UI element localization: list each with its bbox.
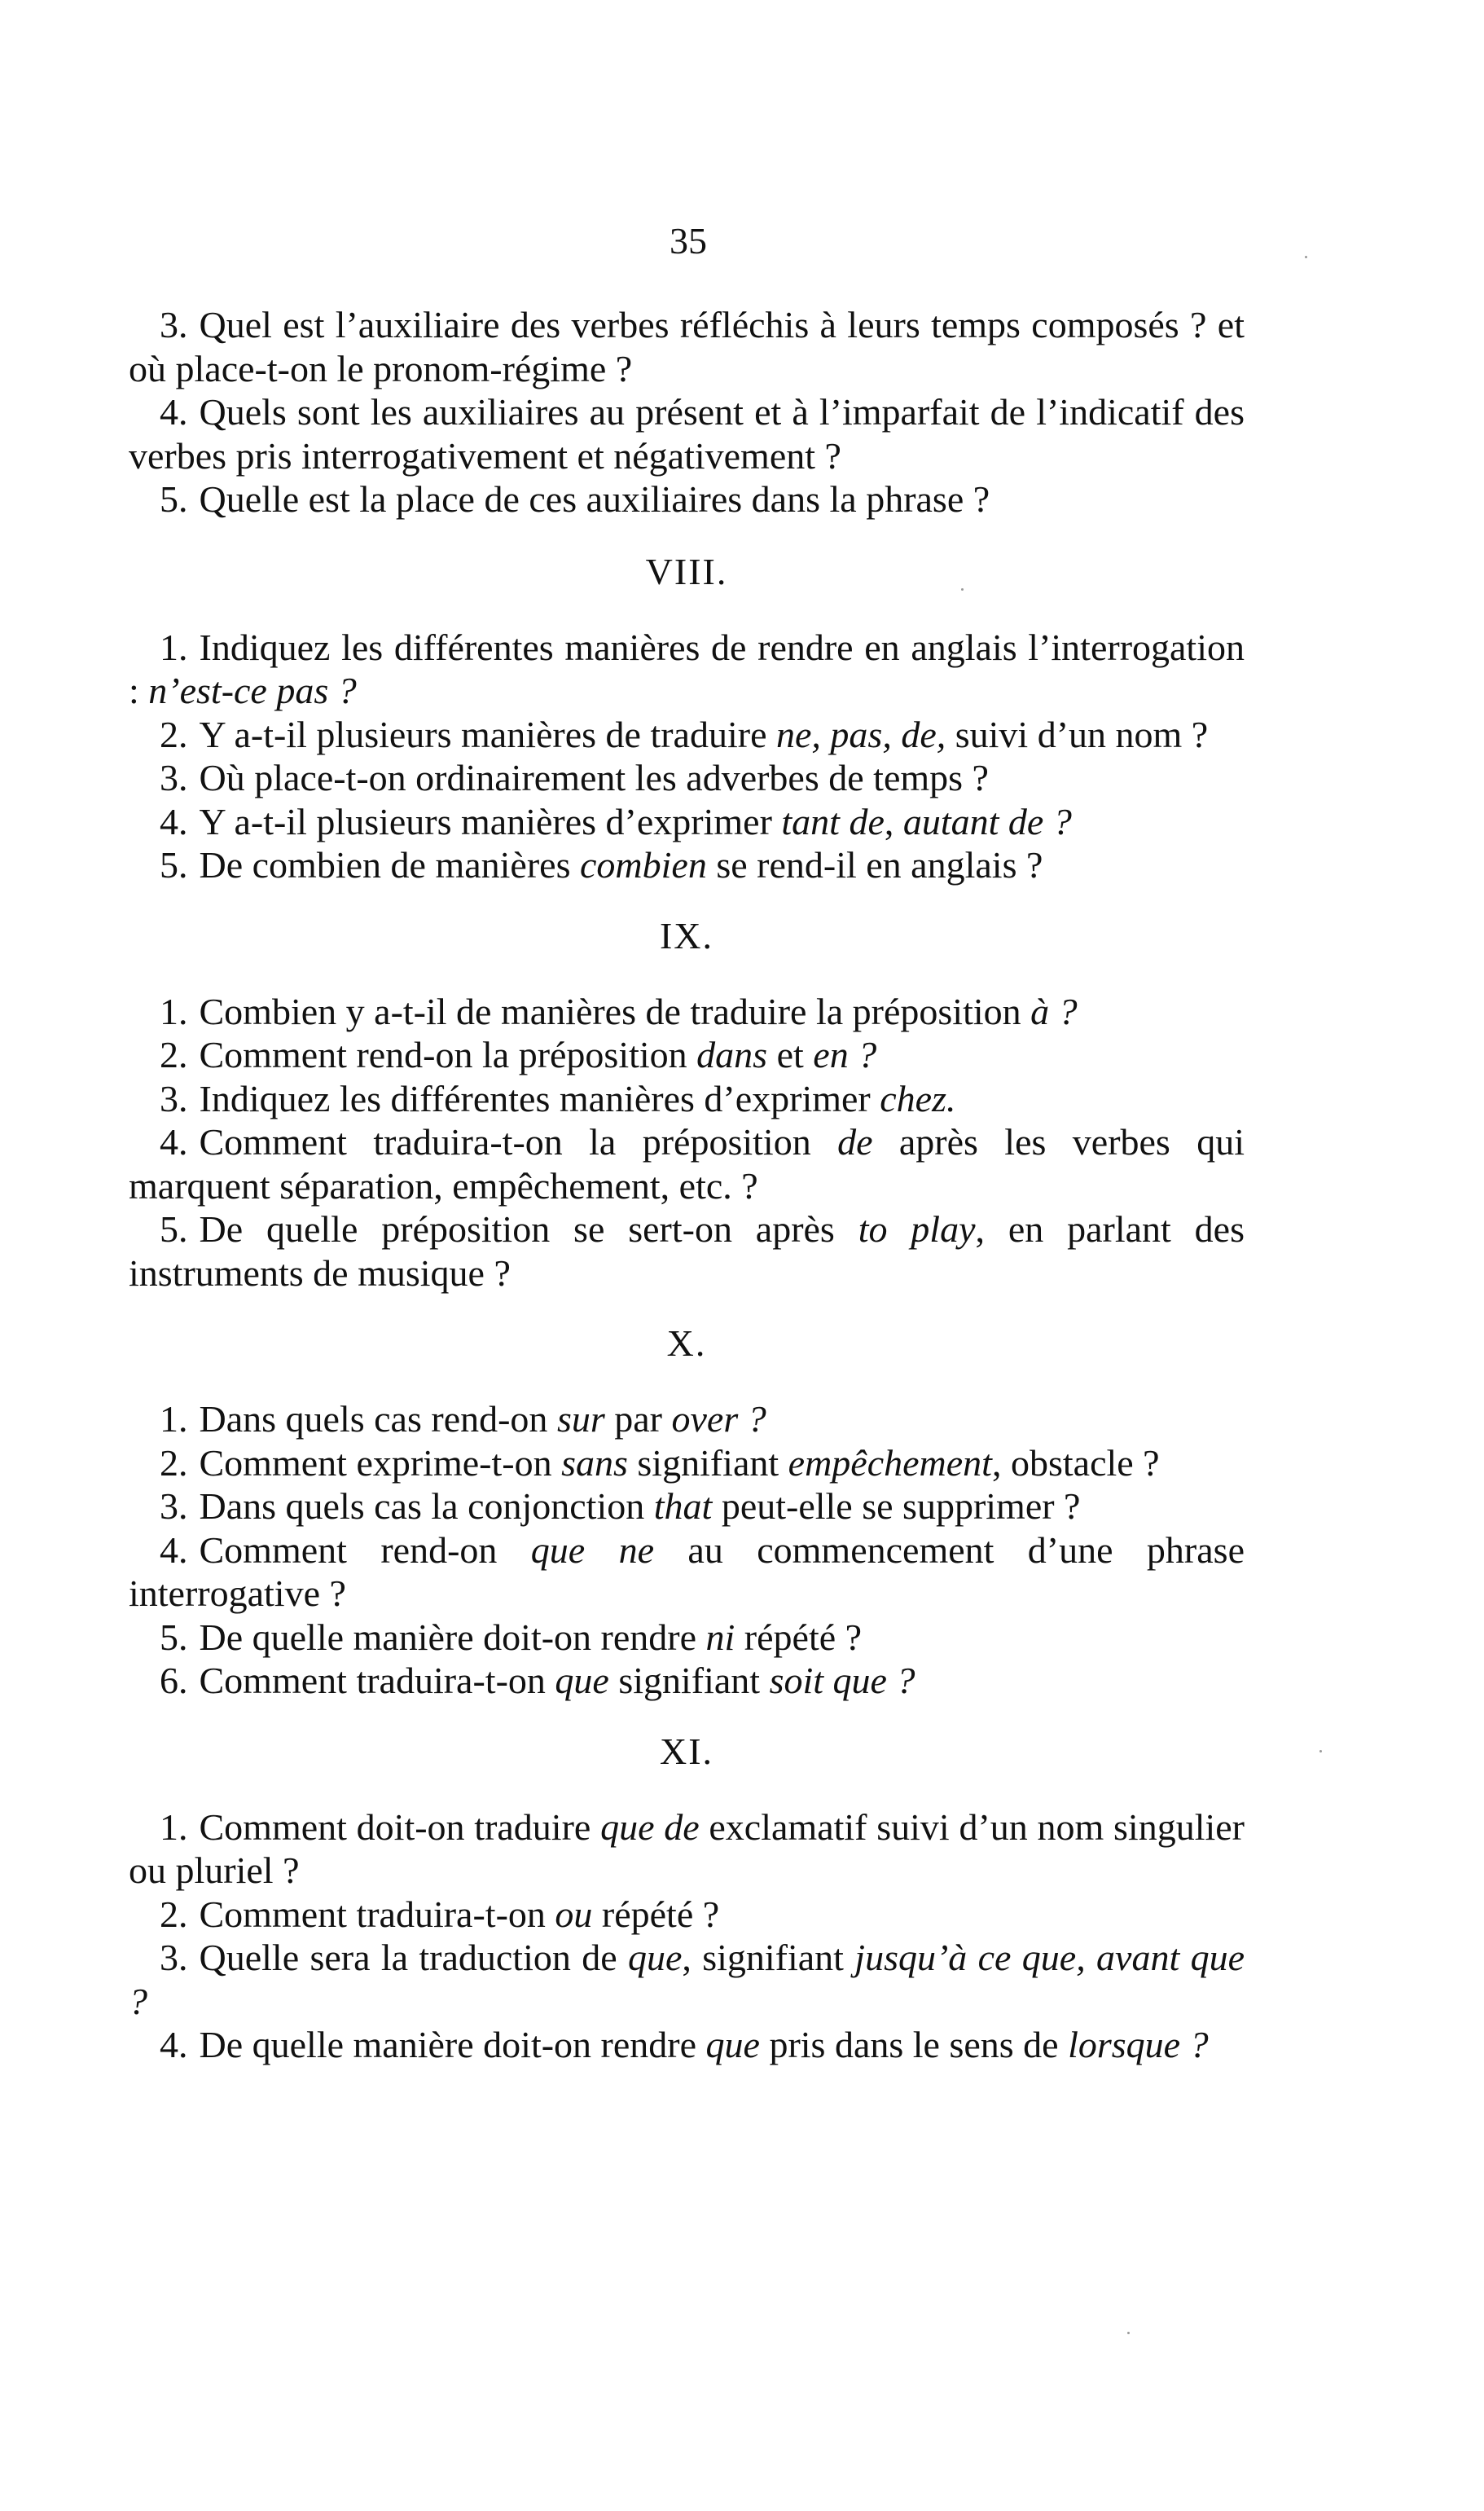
- question-text: Comment rend-on la préposition: [199, 1034, 697, 1075]
- question-number: 3.: [160, 1485, 188, 1527]
- section-heading: IX.: [659, 914, 714, 956]
- question-text: De quelle manière doit-on rendre: [199, 1616, 706, 1658]
- question-text: Comment traduira-t-on la préposition: [199, 1121, 838, 1163]
- question-number: 5.: [160, 844, 188, 886]
- question-item: [129, 1207, 1245, 1295]
- question-text: par: [604, 1398, 672, 1440]
- question-item: [129, 1077, 1245, 1121]
- question-term-italic: à ?: [1030, 990, 1078, 1032]
- question-term-italic: en ?: [813, 1034, 877, 1075]
- question-text: , signifiant: [682, 1937, 855, 1978]
- question-text: répété ?: [735, 1616, 863, 1658]
- question-term-italic: ne, pas, de,: [776, 713, 946, 755]
- question-term-italic: que de: [600, 1805, 700, 1848]
- question-text: Combien y a-t-il de manières de traduire la préposition: [199, 990, 1031, 1032]
- question-text: Où place-t-on ordinairement les adverbes de temps ?: [199, 757, 989, 798]
- question-item: [129, 390, 1245, 477]
- question-text: Comment traduira-t-on: [199, 1893, 555, 1935]
- question-term-italic: autant de ?: [902, 800, 1072, 842]
- question-text: Indiquez les différentes manières de rendre en anglais l’interrogation :: [129, 626, 1245, 711]
- question-term-italic: combien: [579, 844, 707, 886]
- question-item: [129, 303, 1245, 390]
- question-text: Comment doit-on traduire: [199, 1805, 601, 1848]
- print-speck: [961, 588, 964, 591]
- section: [129, 303, 1245, 521]
- question-item: [129, 1484, 1245, 1528]
- question-number: 4.: [160, 2024, 188, 2065]
- question-term-italic: that: [653, 1485, 713, 1527]
- question-item: [129, 1616, 1245, 1660]
- question-item: [129, 1397, 1245, 1441]
- question-item: [129, 800, 1245, 844]
- question-text: Comment rend-on: [199, 1528, 531, 1571]
- question-number: 4.: [160, 1528, 188, 1571]
- question-item: [129, 1033, 1245, 1077]
- question-term-italic: soit que ?: [769, 1660, 915, 1701]
- question-text: peut-elle se supprimer ?: [712, 1485, 1081, 1527]
- question-item: [129, 713, 1245, 757]
- question-term-italic: dans: [696, 1034, 768, 1075]
- question-term-italic: chez.: [880, 1077, 956, 1119]
- question-number: 3.: [160, 1937, 188, 1978]
- question-number: 2.: [160, 1441, 188, 1484]
- question-text: Y a-t-il plusieurs manières de traduire: [199, 713, 776, 755]
- question-text: Quelle sera la traduction de: [199, 1937, 628, 1978]
- print-speck: [1305, 256, 1307, 258]
- section-heading: X.: [666, 1322, 707, 1364]
- question-term-italic: de: [837, 1121, 873, 1163]
- question-number: 5.: [160, 1208, 188, 1250]
- question-item: [129, 2023, 1245, 2067]
- question-text: Y a-t-il plusieurs manières d’exprimer: [199, 800, 782, 842]
- question-number: 4.: [160, 800, 188, 842]
- question-text: se rend-il en anglais ?: [706, 844, 1043, 886]
- question-text: répété ?: [592, 1893, 720, 1935]
- question-term-italic: lorsque ?: [1068, 2024, 1209, 2065]
- question-item: [129, 1805, 1245, 1893]
- question-term-italic: que ne: [530, 1528, 655, 1571]
- question-text: De quelle préposition se sert-on après: [199, 1208, 858, 1250]
- question-item: [129, 1441, 1245, 1485]
- question-number: 1.: [160, 626, 188, 668]
- question-number: 2.: [160, 713, 188, 755]
- question-item: [129, 626, 1245, 713]
- section-heading: XI.: [659, 1730, 714, 1772]
- section: [129, 549, 1245, 887]
- question-text: De combien de manières: [199, 844, 580, 886]
- question-text: après les verbes qui marquent séparation, empêchement, etc. ?: [129, 1121, 1245, 1207]
- question-text: signifiant: [608, 1660, 770, 1701]
- question-text: Quels sont les auxiliaires au présent et à l’imparfait de l’indicatif des verbes pris interrogativement et négativement ?: [129, 391, 1245, 477]
- question-text: exclamatif suivi d’un nom singulier ou pluriel ?: [129, 1805, 1245, 1891]
- question-item: [129, 756, 1245, 800]
- question-number: 4.: [160, 391, 188, 433]
- section-heading: VIII.: [645, 550, 728, 592]
- question-text: suivi d’un nom ?: [946, 713, 1209, 755]
- question-item: [129, 477, 1245, 521]
- question-text: ,: [884, 800, 903, 842]
- question-number: 4.: [160, 1121, 188, 1163]
- question-number: 5.: [160, 478, 188, 520]
- question-number: 2.: [160, 1034, 188, 1075]
- question-term-italic: tant de: [781, 800, 885, 842]
- print-speck: [1127, 2332, 1130, 2334]
- question-text: , en parlant des instruments de musique ?: [129, 1208, 1245, 1294]
- question-text: Comment exprime-t-on: [199, 1441, 562, 1484]
- question-text: De quelle manière doit-on rendre: [199, 2024, 706, 2065]
- question-number: 1.: [160, 1398, 188, 1440]
- question-term-italic: n’est-ce pas ?: [148, 670, 357, 711]
- question-text: pris dans le sens de: [759, 2024, 1069, 2065]
- question-item: [129, 1659, 1245, 1703]
- question-term-italic: sur: [556, 1398, 605, 1440]
- question-text: Dans quels cas la conjonction: [199, 1485, 654, 1527]
- question-text: , obstacle ?: [991, 1441, 1160, 1484]
- question-term-italic: to play: [858, 1208, 976, 1250]
- question-term-italic: over ?: [671, 1398, 766, 1440]
- question-number: 3.: [160, 1077, 188, 1119]
- question-item: [129, 990, 1245, 1034]
- question-term-italic: sans: [561, 1441, 628, 1484]
- question-number: 1.: [160, 990, 188, 1032]
- question-text: Dans quels cas rend-on: [199, 1398, 557, 1440]
- question-term-italic: que: [555, 1660, 609, 1701]
- section: [129, 1321, 1245, 1703]
- question-number: 1.: [160, 1805, 188, 1848]
- question-number: 5.: [160, 1616, 188, 1658]
- question-term-italic: empêchement: [788, 1441, 992, 1484]
- questions-text-block: [129, 303, 1245, 2067]
- question-item: [129, 1120, 1245, 1207]
- section: [129, 1729, 1245, 2067]
- question-term-italic: que: [627, 1937, 683, 1978]
- question-number: 2.: [160, 1893, 188, 1935]
- question-number: 3.: [160, 757, 188, 798]
- question-term-italic: ni: [705, 1616, 735, 1658]
- question-item: [129, 1528, 1245, 1616]
- question-text: Quelle est la place de ces auxiliaires dans la phrase ?: [199, 478, 990, 520]
- section: [129, 913, 1245, 1295]
- question-text: Comment traduira-t-on: [199, 1660, 555, 1701]
- print-speck: [1319, 1750, 1322, 1752]
- question-item: [129, 1936, 1245, 2023]
- question-text: signifiant: [627, 1441, 788, 1484]
- question-number: 6.: [160, 1660, 188, 1701]
- question-term-italic: que: [705, 2024, 760, 2065]
- page-number: 35: [670, 220, 707, 262]
- question-text: au commencement d’une phrase interrogative ?: [129, 1528, 1245, 1614]
- question-item: [129, 1893, 1245, 1937]
- question-term-italic: ou: [555, 1893, 593, 1935]
- question-text: et: [767, 1034, 814, 1075]
- question-number: 3.: [160, 304, 188, 345]
- question-term-italic: jusqu’à ce que, avant que ?: [129, 1937, 1245, 2022]
- question-item: [129, 843, 1245, 887]
- question-text: Indiquez les différentes manières d’exprimer: [199, 1077, 880, 1119]
- question-text: Quel est l’auxiliaire des verbes réfléchis à leurs temps composés ? et où place-t-on le pronom-régime ?: [129, 304, 1245, 389]
